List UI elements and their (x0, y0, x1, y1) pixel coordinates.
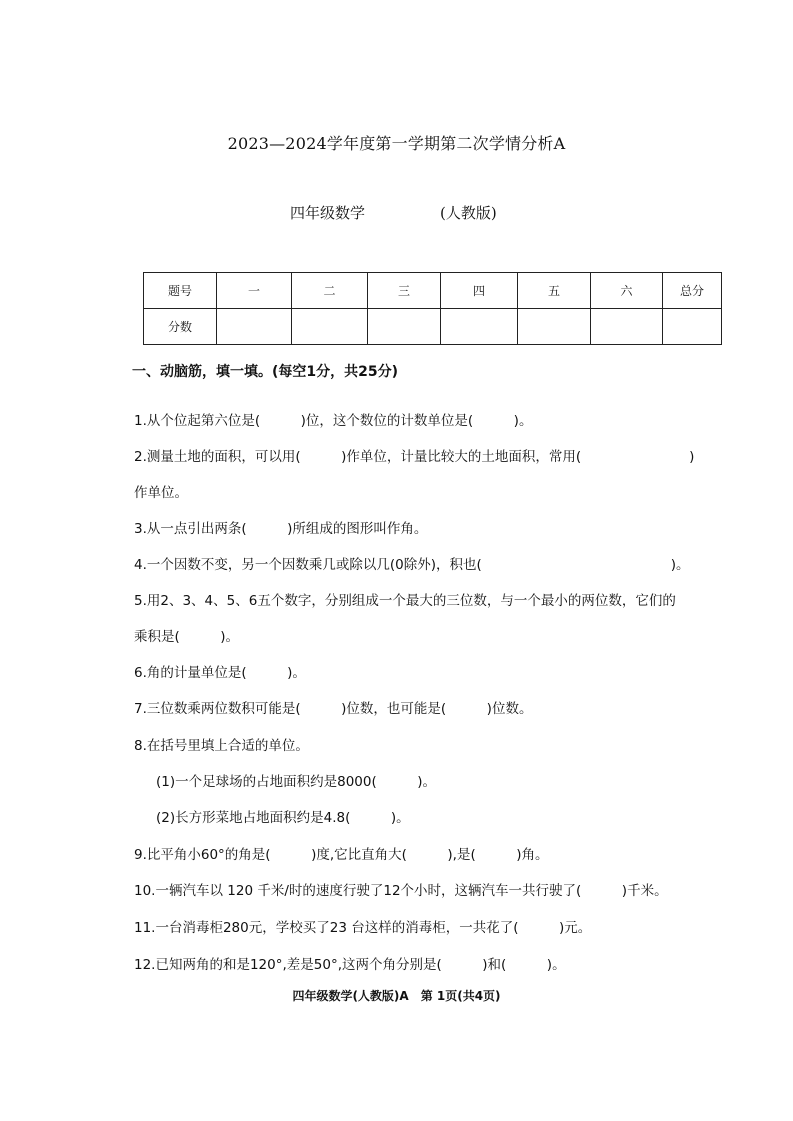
question-11: 11.一台消毒柜280元，学校买了23 台这样的消毒柜，一共花了( )元。 (134, 920, 592, 936)
question-8: 8.在括号里填上合适的单位。 (134, 738, 309, 754)
question-5-continued: 乘积是( )。 (134, 629, 240, 645)
score-entry-1[interactable] (217, 309, 292, 345)
question-5: 5.用2、3、4、5、6五个数字，分别组成一个最大的三位数，与一个最小的两位数，它们的 (134, 593, 676, 609)
score-cell-part-2: 二 (292, 273, 368, 309)
score-entry-5[interactable] (518, 309, 591, 345)
score-cell-total: 总分 (663, 273, 722, 309)
page-footer: 四年级数学(人教版)A 第 1页(共4页) (292, 989, 501, 1003)
score-cell-question-number-label: 题号 (144, 273, 217, 309)
score-table-score-row (144, 309, 722, 345)
score-cell-part-4: 四 (441, 273, 518, 309)
score-entry-total[interactable] (663, 309, 722, 345)
question-4: 4.一个因数不变，另一个因数乘几或除以几(0除外)，积也( )。 (134, 557, 690, 573)
question-2: 2.测量土地的面积，可以用( )作单位，计量比较大的土地面积，常用( ) (134, 449, 695, 465)
score-entry-2[interactable] (292, 309, 368, 345)
question-8-part-2: (2)长方形菜地占地面积约是4.8( )。 (156, 810, 410, 826)
score-entry-6[interactable] (591, 309, 663, 345)
score-cell-part-6: 六 (591, 273, 663, 309)
question-2-continued: 作单位。 (134, 485, 188, 501)
question-8-part-1: (1)一个足球场的占地面积约是8000( )。 (156, 774, 437, 790)
subject-label: 四年级数学 (290, 204, 366, 222)
question-10: 10.一辆汽车以 120 千米/时的速度行驶了12个小时，这辆汽车一共行驶了( )千米。 (134, 883, 668, 899)
edition-label: (人教版) (440, 204, 497, 222)
question-1: 1.从个位起第六位是( )位，这个数位的计数单位是( )。 (134, 413, 533, 429)
question-7: 7.三位数乘两位数积可能是( )位数，也可能是( )位数。 (134, 701, 533, 717)
score-table-header-row (144, 273, 722, 309)
score-entry-3[interactable] (368, 309, 441, 345)
score-cell-part-1: 一 (217, 273, 292, 309)
section-1-heading: 一、动脑筋，填一填。(每空1分，共25分) (132, 364, 399, 380)
question-9: 9.比平角小60°的角是( )度,它比直角大( ),是( )角。 (134, 847, 549, 863)
score-cell-score-label: 分数 (144, 309, 217, 345)
score-table (143, 272, 722, 345)
question-6: 6.角的计量单位是( )。 (134, 665, 306, 681)
exam-title: 2023—2024学年度第一学期第二次学情分析A (227, 134, 566, 153)
score-cell-part-3: 三 (368, 273, 441, 309)
score-entry-4[interactable] (441, 309, 518, 345)
question-3: 3.从一点引出两条( )所组成的图形叫作角。 (134, 521, 428, 537)
score-cell-part-5: 五 (518, 273, 591, 309)
question-12: 12.已知两角的和是120°,差是50°,这两个角分别是( )和( )。 (134, 957, 566, 973)
